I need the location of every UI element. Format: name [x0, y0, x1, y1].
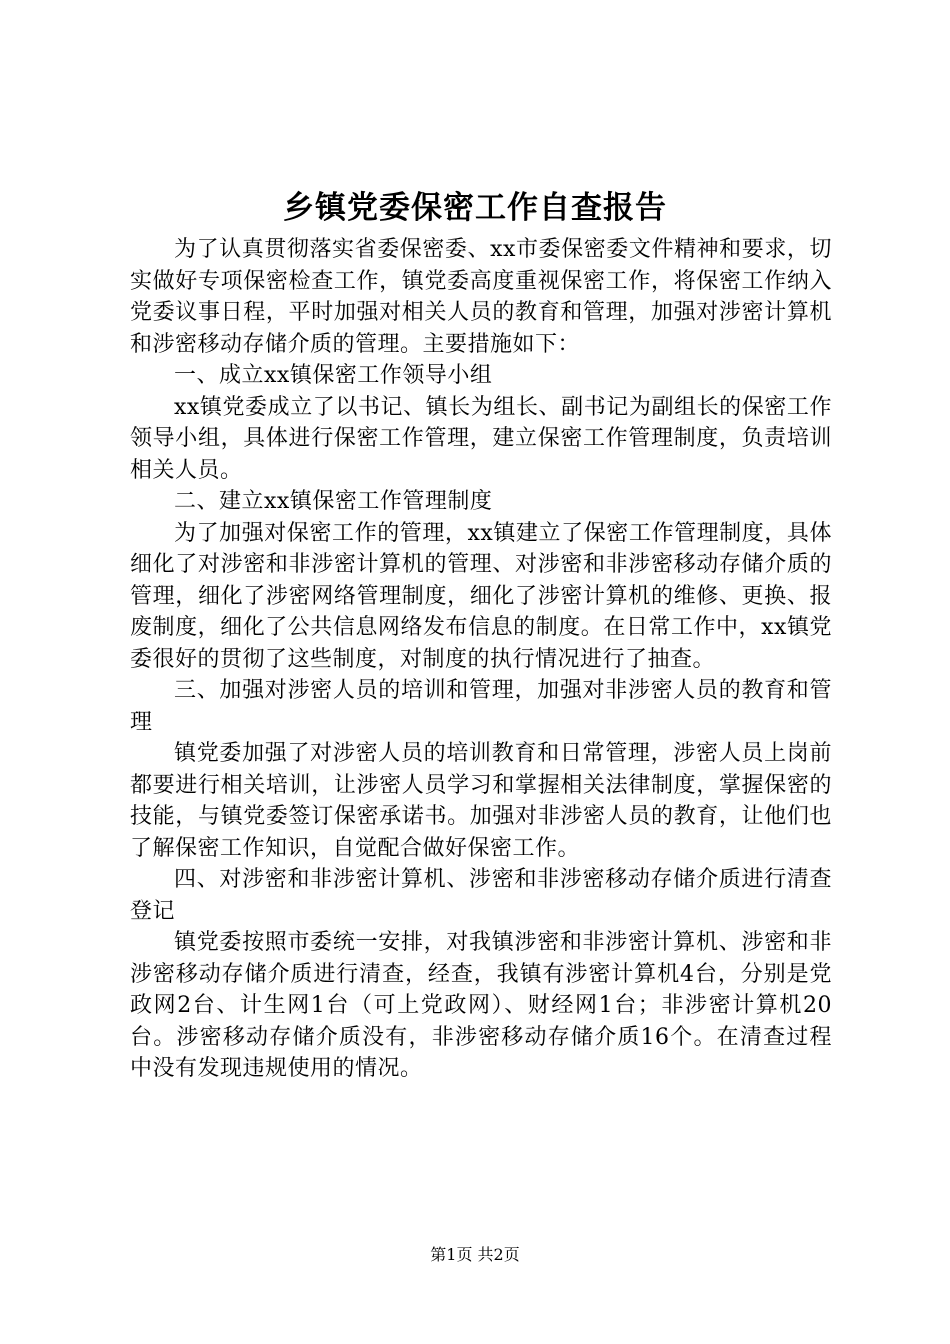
document-body: [130, 234, 832, 1085]
page-footer: 第1页 共2页: [430, 1245, 520, 1264]
section-paragraph-1: xx镇党委成立了以书记、镇长为组长、副书记为副组长的保密工作领导小组，具体进行保密工作管理，建立保密工作管理制度，负责培训相关人员。: [130, 394, 832, 483]
section-paragraph-2: 为了加强对保密工作的管理，xx镇建立了保密工作管理制度，具体细化了对涉密和非涉密计算机的管理、对涉密和非涉密移动存储介质的管理，细化了涉密网络管理制度，细化了涉密计算机的维修、更换、报废制度，细化了公共信息网络发布信息的制度。在日常工作中，xx镇党委很好的贯彻了这些制度，对制度的执行情况进行了抽查。: [130, 520, 832, 672]
section-heading-1: 一、成立xx镇保密工作领导小组: [174, 363, 493, 388]
section-heading-4: 四、对涉密和非涉密计算机、涉密和非涉密移动存储介质进行清查登记: [130, 867, 832, 924]
section-paragraph-3: 镇党委加强了对涉密人员的培训教育和日常管理，涉密人员上岗前都要进行相关培训，让涉密人员学习和掌握相关法律制度，掌握保密的技能，与镇党委签订保密承诺书。加强对非涉密人员的教育，让他们也了解保密工作知识，自觉配合做好保密工作。: [130, 741, 832, 861]
intro-paragraph: 为了认真贯彻落实省委保密委、xx市委保密委文件精神和要求，切实做好专项保密检查工作，镇党委高度重视保密工作，将保密工作纳入党委议事日程，平时加强对相关人员的教育和管理，加强对涉密计算机和涉密移动存储介质的管理。主要措施如下：: [130, 237, 832, 357]
document-title: 乡镇党委保密工作自查报告: [283, 190, 667, 226]
section-heading-2: 二、建立xx镇保密工作管理制度: [174, 489, 493, 514]
section-paragraph-4: 镇党委按照市委统一安排，对我镇涉密和非涉密计算机、涉密和非涉密移动存储介质进行清查，经查，我镇有涉密计算机4台，分别是党政网2台、计生网1台（可上党政网）、财经网1台；非涉密计算机20台。涉密移动存储介质没有，非涉密移动存储介质16个。在清查过程中没有发现违规使用的情况。: [130, 930, 832, 1081]
section-heading-3: 三、加强对涉密人员的培训和管理，加强对非涉密人员的教育和管理: [130, 678, 832, 735]
